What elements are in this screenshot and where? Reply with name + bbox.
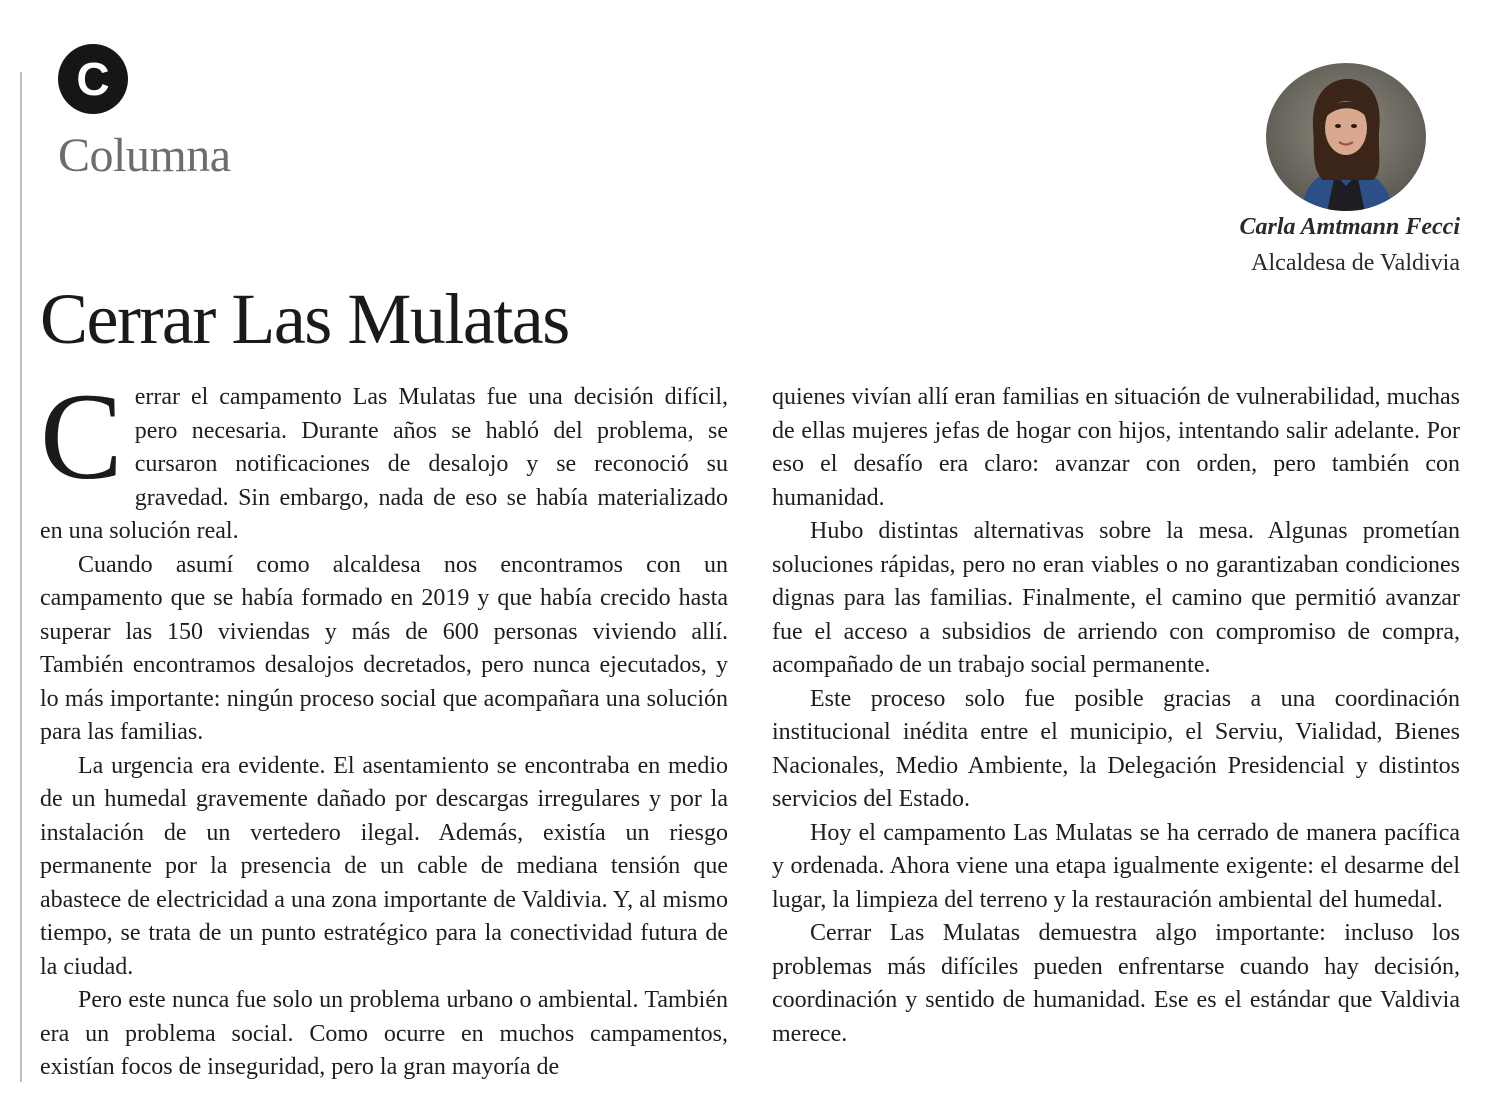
section-label: Columna bbox=[58, 129, 231, 182]
paragraph-1 bbox=[40, 368, 728, 549]
page-margin-rule bbox=[20, 72, 22, 1082]
paragraph-4: Pero este nunca fue solo un problema urbano o ambiental. También era un problema social. Como ocurre en muchos campamentos, existían focos de inseguridad, pero la gran mayoría de bbox=[40, 987, 728, 1080]
paragraph-8: Hoy el campamento Las Mulatas se ha cerrado de manera pacífica y ordenada. Ahora viene una etapa igualmente exigente: el desarme del lugar, la limpieza del terreno y la restauración ambiental del humedal. bbox=[772, 819, 1460, 913]
author-portrait-icon bbox=[1265, 62, 1427, 212]
paragraph-6: Hubo distintas alternativas sobre la mesa. Algunas prometían soluciones rápidas, pero no eran viables o no garantizaban condiciones dignas para las familias. Finalmente, el camino que permitió avanzar fue el acceso a subsidios de arriendo con compromiso de compra, acompañado de un trabajo social permanente. bbox=[772, 518, 1460, 678]
paragraph-5: quienes vivían allí eran familias en situación de vulnerabilidad, muchas de ellas mujeres jefas de hogar con hijos, intentando salir adelante. Por eso el desafío era claro: avanzar con orden, pero también con humanidad. bbox=[772, 384, 1460, 511]
drop-cap: C bbox=[40, 368, 123, 505]
section-badge: C bbox=[58, 44, 128, 114]
author-name: Carla Amtmann Fecci bbox=[1239, 214, 1460, 240]
paragraph-7: Este proceso solo fue posible gracias a una coordinación institucional inédita entre el municipio, el Serviu, Vialidad, Bienes Nacionales, Medio Ambiente, la Delegación Presidencial y distintos servicios del Estado. bbox=[772, 685, 1460, 812]
author-role: Alcaldesa de Valdivia bbox=[1251, 250, 1460, 276]
article-column-right bbox=[772, 381, 1460, 1051]
paragraph-1-text: errar el campamento Las Mulatas fue una decisión difícil, pero necesaria. Durante años se habló del problema, se cursaron notificaciones de desalojo y se reconoció su gravedad. Sin embargo, nada de eso se había materializado en una solución real. bbox=[40, 384, 728, 544]
article-column-left bbox=[40, 368, 728, 1085]
paragraph-9: Cerrar Las Mulatas demuestra algo importante: incluso los problemas más difíciles pueden enfrentarse cuando hay decisión, coordinación y sentido de humanidad. Ese es el estándar que Valdivia merece. bbox=[772, 920, 1460, 1047]
article-headline: Cerrar Las Mulatas bbox=[40, 279, 569, 359]
paragraph-2: Cuando asumí como alcaldesa nos encontramos con un campamento que se había formado en 2019 y que había crecido hasta superar las 150 viviendas y más de 600 personas viviendo allí. También encontramos desalojos decretados, pero nunca ejecutados, y lo más importante: ningún proceso social que acompañara una solución para las familias. bbox=[40, 551, 728, 745]
paragraph-3: La urgencia era evidente. El asentamiento se encontraba en medio de un humedal gravemente dañado por descargas irregulares y por la instalación de un vertedero ilegal. Además, existía un riesgo permanente por la presencia de un cable de mediana tensión que abastece de electricidad a una zona importante de Valdivia. Y, al mismo tiempo, se trata de un punto estratégico para la conectividad futura de la ciudad. bbox=[40, 752, 728, 980]
